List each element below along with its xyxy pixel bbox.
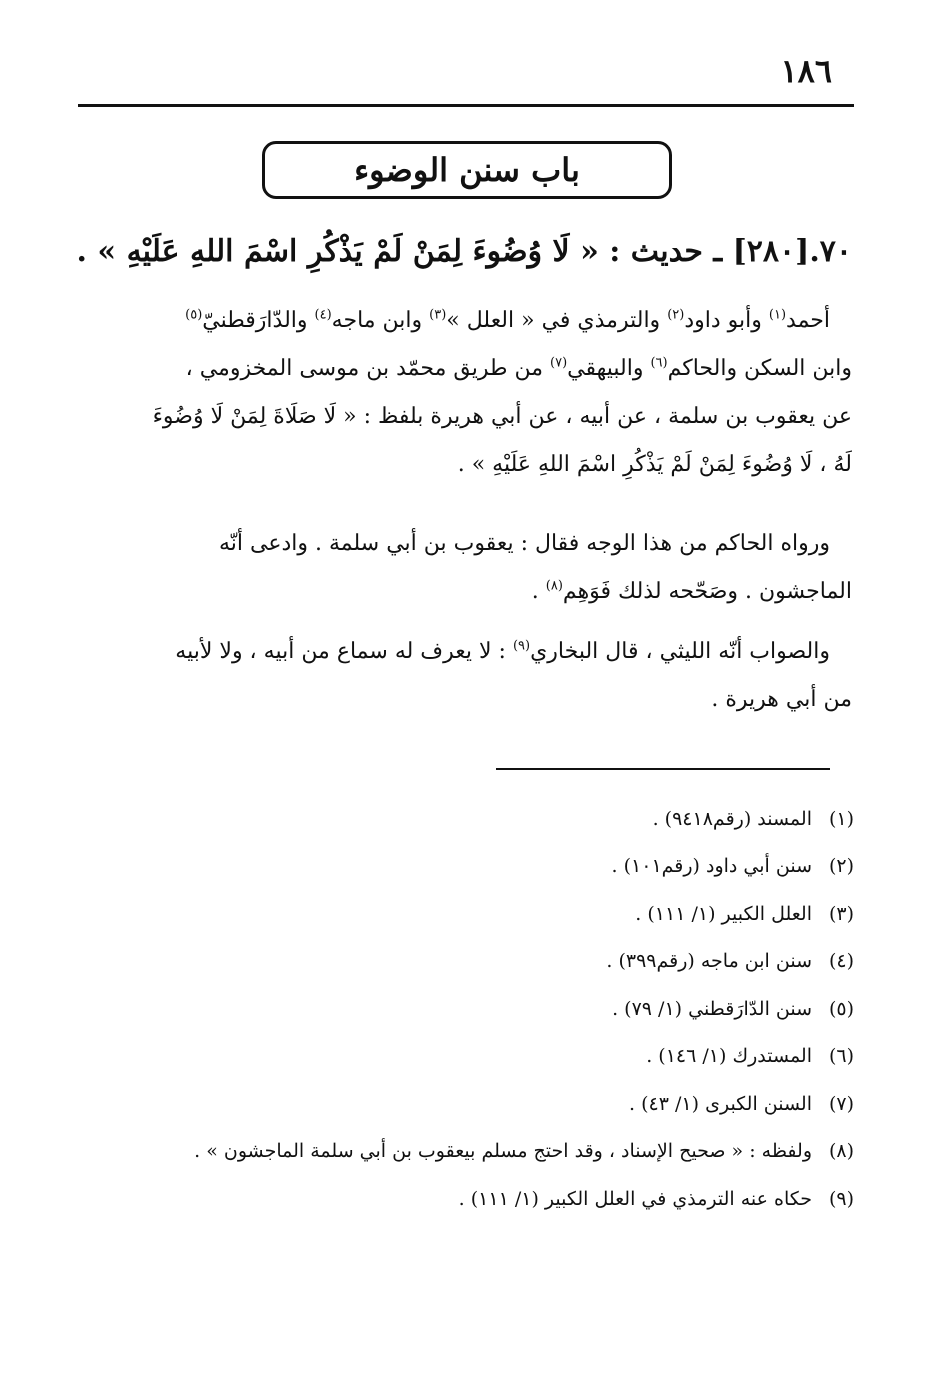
footnote-text: المستدرك (١/ ١٤٦) . bbox=[646, 1045, 812, 1068]
chapter-title-box bbox=[262, 141, 672, 199]
footnote-number: (١) bbox=[828, 807, 854, 830]
footnote-item bbox=[80, 1080, 854, 1128]
footnote-ref[interactable]: (١) bbox=[768, 307, 787, 323]
footnote-ref[interactable]: (٢) bbox=[667, 307, 685, 323]
chapter-title: باب سنن الوضوء bbox=[354, 151, 580, 189]
footnote-item bbox=[80, 1033, 854, 1081]
footnote-number: (٣) bbox=[828, 902, 854, 925]
footnote-text: ولفظه : « صحيح الإسناد ، وقد احتج مسلم بيعقوب بن أبي سلمة الماجشون » . bbox=[194, 1140, 812, 1163]
paragraph-line: الماجشون . وصَحّحه لذلك فَوَهِم$^{(٨)}$ . bbox=[531, 578, 852, 604]
footnote-text: المسند (رقم٩٤١٨) . bbox=[652, 807, 812, 830]
footnote-item bbox=[80, 890, 854, 938]
footnotes-list bbox=[80, 795, 854, 1223]
footnote-item bbox=[80, 985, 854, 1033]
paragraph-line: وابن السكن والحاكم$^{(٦)}$ والبيهقي$^{(٧)}$ من طريق محمّد بن موسى المخزومي ، bbox=[185, 355, 852, 381]
hadith-heading: ٧٠.[٢٨٠] ـ حديث : « لَا وُضُوءَ لِمَنْ لَمْ يَذْكُرِ اسْمَ اللهِ عَلَيْهِ » . bbox=[76, 234, 852, 269]
footnote-separator bbox=[496, 768, 830, 770]
footnote-ref[interactable]: (٥) bbox=[185, 307, 203, 323]
footnote-text: سنن ابن ماجه (رقم٣٩٩) . bbox=[606, 950, 812, 973]
footnote-number: (٧) bbox=[828, 1092, 854, 1115]
footnote-item bbox=[80, 1175, 854, 1223]
footnote-item bbox=[80, 938, 854, 986]
footnote-text: سنن أبي داود (رقم١٠١) . bbox=[611, 855, 812, 878]
paragraph-sources bbox=[80, 297, 852, 489]
paragraph-line: لَهُ ، لَا وُضُوءَ لِمَنْ لَمْ يَذْكُرِ اسْمَ اللهِ عَلَيْهِ » . bbox=[457, 452, 852, 477]
paragraph-line: عن يعقوب بن سلمة ، عن أبيه ، عن أبي هريرة بلفظ : « لَا صَلَاةَ لِمَنْ لَا وُضُوءَ bbox=[152, 404, 852, 429]
footnote-number: (٦) bbox=[828, 1045, 854, 1068]
footnote-item bbox=[80, 795, 854, 843]
paragraph-line: من أبي هريرة . bbox=[711, 687, 852, 712]
footnote-text: سنن الدّارَقطني (١/ ٧٩) . bbox=[612, 997, 812, 1020]
paragraph-correct bbox=[80, 628, 852, 724]
paragraph-line: أحمد$^{(١)}$ وأبو داود$^{(٢)}$ والترمذي في « العلل »$^{(٣)}$ وابن ماجه$^{(٤)}$ والدّارَقطنيّ$^{(٥)}$ bbox=[185, 307, 830, 333]
footnote-ref[interactable]: (٣) bbox=[429, 307, 447, 323]
paragraph-hakim bbox=[80, 520, 852, 616]
footnote-number: (٤) bbox=[828, 950, 854, 973]
footnote-ref[interactable]: (٨) bbox=[545, 578, 563, 594]
footnote-text: السنن الكبرى (١/ ٤٣) . bbox=[629, 1092, 812, 1115]
paragraph-line: والصواب أنّه الليثي ، قال البخاري$^{(٩)}$ : لا يعرف له سماع من أبيه ، ولا لأبيه bbox=[175, 638, 830, 664]
footnote-ref[interactable]: (٧) bbox=[550, 355, 568, 371]
header-rule bbox=[78, 104, 854, 107]
footnote-item bbox=[80, 843, 854, 891]
footnote-number: (٨) bbox=[828, 1140, 854, 1163]
footnote-text: العلل الكبير (١/ ١١١) . bbox=[635, 902, 812, 925]
footnote-item bbox=[80, 1128, 854, 1176]
footnote-ref[interactable]: (٦) bbox=[650, 355, 668, 371]
footnote-ref[interactable]: (٤) bbox=[314, 307, 332, 323]
page-number: ١٨٦ bbox=[780, 52, 832, 90]
paragraph-line: ورواه الحاكم من هذا الوجه فقال : يعقوب بن أبي سلمة . وادعى أنّه bbox=[218, 531, 830, 556]
footnote-text: حكاه عنه الترمذي في العلل الكبير (١/ ١١١) . bbox=[458, 1187, 812, 1210]
footnote-number: (٥) bbox=[828, 997, 854, 1020]
footnote-ref[interactable]: (٩) bbox=[512, 638, 531, 654]
footnote-number: (٩) bbox=[828, 1187, 854, 1210]
footnote-number: (٢) bbox=[828, 855, 854, 878]
